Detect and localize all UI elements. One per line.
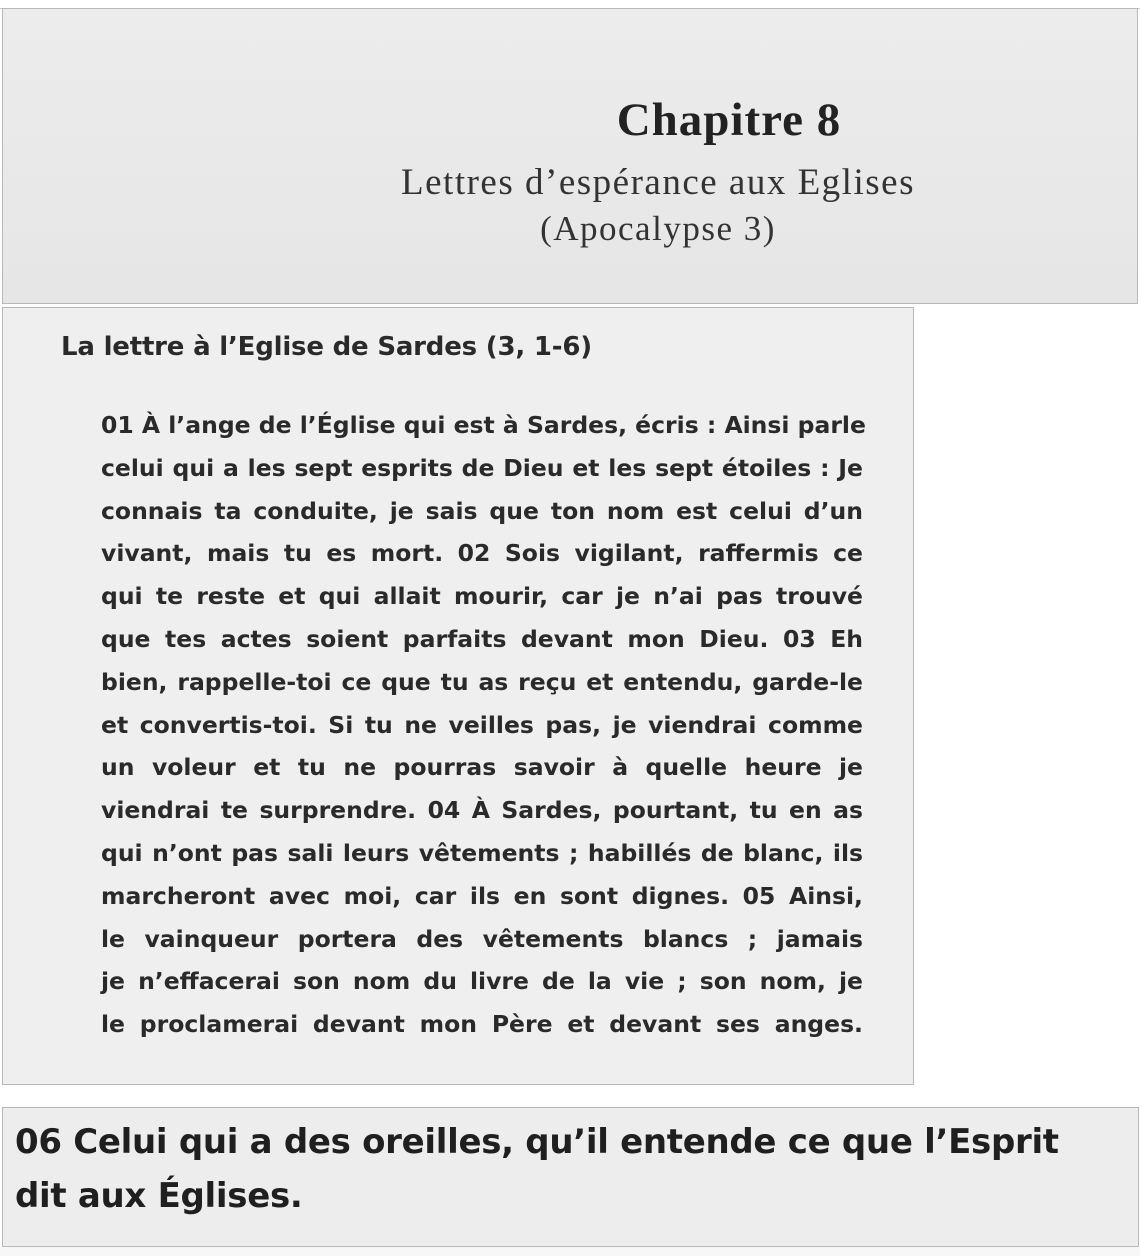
letter-body (101, 404, 866, 1046)
letter-panel (2, 307, 914, 1085)
letter-line: connais ta conduite, je sais que ton nom est celui d’un (101, 496, 863, 525)
letter-title: La lettre à l’Eglise de Sardes (3, 1-6) (61, 332, 592, 362)
letter-line: un voleur et tu ne pourras savoir à quelle heure je (101, 753, 863, 782)
letter-line: et convertis-toi. Si tu ne veilles pas, je viendrai comme (101, 710, 863, 739)
letter-line: marcheront avec moi, car ils en sont dignes. 05 Ainsi, (101, 881, 863, 910)
chapter-header-panel (2, 8, 1138, 304)
letter-line: je n’effacerai son nom du livre de la vie ; son nom, je (101, 967, 863, 996)
verse-panel (2, 1107, 1139, 1247)
bottom-strip (0, 1247, 1140, 1256)
letter-line: que tes actes soient parfaits devant mon Dieu. 03 Eh (101, 624, 863, 653)
letter-line: vivant, mais tu es mort. 02 Sois vigilant, raffermis ce (101, 539, 863, 568)
letter-line: 01 À l’ange de l’Église qui est à Sardes, écris : Ainsi parle (101, 411, 866, 439)
chapter-title: Chapitre 8 (616, 94, 842, 146)
letter-line: viendrai te surprendre. 04 À Sardes, pourtant, tu en as (101, 796, 863, 825)
letter-line: qui te reste et qui allait mourir, car je n’ai pas trouvé (101, 582, 863, 611)
verse-line-1: 06 Celui qui a des oreilles, qu’il entende ce que l’Esprit (15, 1122, 1059, 1162)
chapter-subtitle: Lettres d’espérance aux Eglises (401, 162, 915, 203)
verse-line-2: dit aux Églises. (15, 1176, 303, 1216)
letter-line: bien, rappelle-toi ce que tu as reçu et entendu, garde-le (101, 667, 863, 696)
letter-line: le vainqueur portera des vêtements blancs ; jamais (101, 924, 863, 953)
letter-line: qui n’ont pas sali leurs vêtements ; habillés de blanc, ils (101, 838, 863, 867)
chapter-reference: (Apocalypse 3) (540, 209, 776, 248)
letter-line: le proclamerai devant mon Père et devant ses anges. (101, 1010, 863, 1039)
letter-line: celui qui a les sept esprits de Dieu et les sept étoiles : Je (101, 453, 863, 482)
